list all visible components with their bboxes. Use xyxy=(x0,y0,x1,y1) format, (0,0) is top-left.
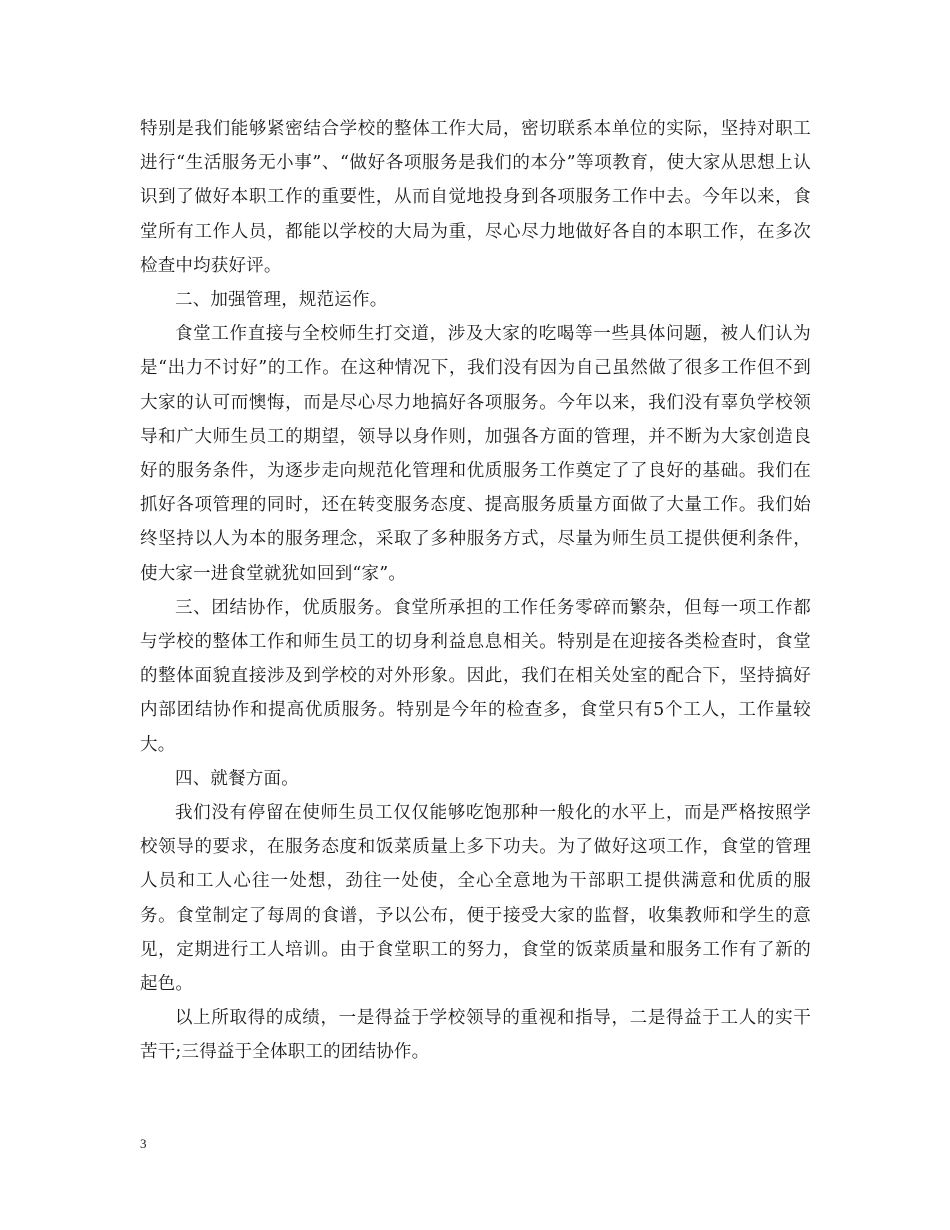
paragraph-1: 特别是我们能够紧密结合学校的整体工作大局，密切联系本单位的实际，坚持对职工进行“生活服务无小事”、“做好各项服务是我们的本分”等项教育，使大家从思想上认识到了做好本职工作的重要性，从而自觉地投身到各项服务工作中去。今年以来，食堂所有工作人员，都能以学校的大局为重，尽心尽力地做好各自的本职工作，在多次检查中均获好评。 xyxy=(140,119,811,276)
page-number: 3 xyxy=(140,1136,147,1151)
section-heading-2: 二、加强管理，规范运作。 xyxy=(175,290,388,311)
document-body xyxy=(140,112,811,1070)
section-heading-4: 四、就餐方面。 xyxy=(175,768,299,789)
section-heading-3-paragraph: 三、团结协作，优质服务。食堂所承担的工作任务零碎而繁杂，但每一项工作都与学校的整体工作和师生员工的切身利益息息相关。特别是在迎接各类检查时，食堂的整体面貌直接涉及到学校的对外形象。因此，我们在相关处室的配合下，坚持搞好内部团结协作和提高优质服务。特别是今年的检查多，食堂只有5个工人，工作量较大。 xyxy=(140,597,811,755)
paragraph-3: 食堂工作直接与全校师生打交道，涉及大家的吃喝等一些具体问题，被人们认为是“出力不讨好”的工作。在这种情况下，我们没有因为自己虽然做了很多工作但不到大家的认可而懊悔，而是尽心尽力地搞好各项服务。今年以来，我们没有辜负学校领导和广大师生员工的期望，领导以身作则，加强各方面的管理，并不断为大家创造良好的服务条件，为逐步走向规范化管理和优质服务工作奠定了了良好的基础。我们在抓好各项管理的同时，还在转变服务态度、提高服务质量方面做了大量工作。我们始终坚持以人为本的服务理念，采取了多种服务方式，尽量为师生员工提供便利条件，使大家一进食堂就犹如回到“家”。 xyxy=(140,324,811,584)
paragraph-6: 我们没有停留在使师生员工仅仅能够吃饱那种一般化的水平上，而是严格按照学校领导的要求，在服务态度和饭菜质量上多下功夫。为了做好这项工作，食堂的管理人员和工人心往一处想，劲往一处使，全心全意地为干部职工提供满意和优质的服务。食堂制定了每周的食谱，予以公布，便于接受大家的监督，收集教师和学生的意见，定期进行工人培训。由于食堂职工的努力，食堂的饭菜质量和服务工作有了新的起色。 xyxy=(140,803,811,995)
paragraph-7: 以上所取得的成绩，一是得益于学校领导的重视和指导，二是得益于工人的实干苦干;三得益于全体职工的团结协作。 xyxy=(140,1008,811,1063)
